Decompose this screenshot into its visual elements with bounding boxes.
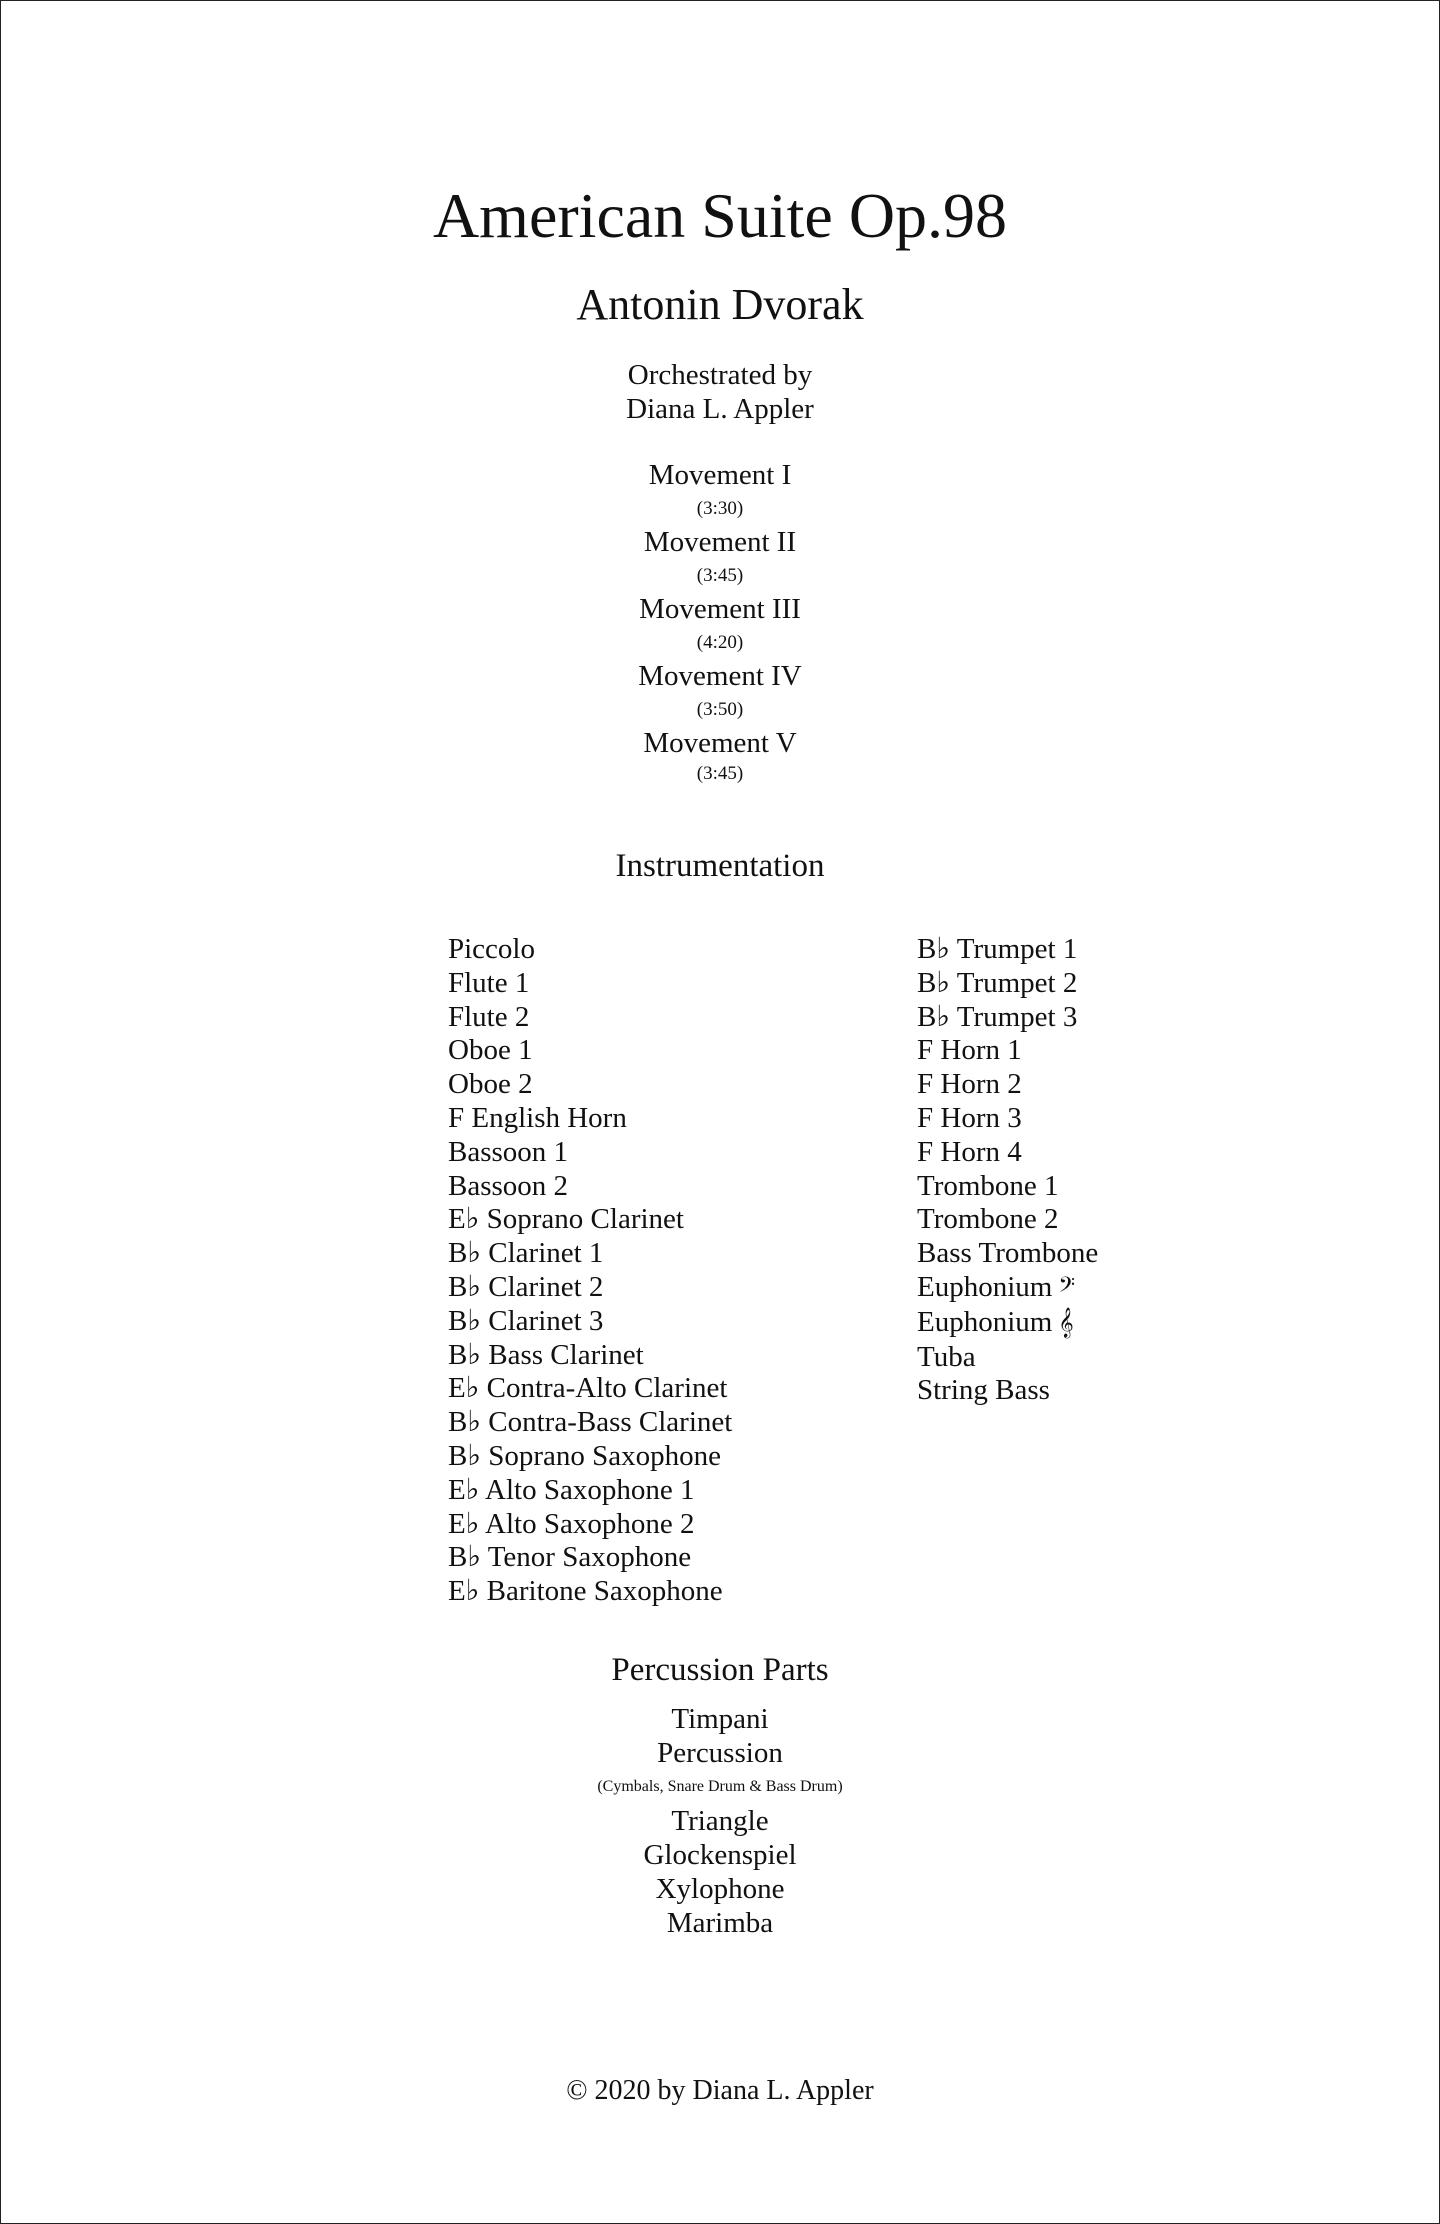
instrument-item: Trombone 1 [917,1169,1059,1202]
treble-clef-icon: 𝄞 [1058,1307,1074,1338]
score-title: American Suite Op.98 [432,180,1008,251]
instrument-label: Euphonium [917,1305,1053,1338]
orchestration-credit [0,358,1440,426]
instrumentation-heading: Instrumentation [615,848,825,884]
movement-duration: (3:30) [696,498,744,519]
copyright-notice: © 2020 by Diana L. Appler [566,2075,874,2106]
movement-name: Movement IV [638,660,802,692]
instrument-item: F English Horn [448,1101,627,1134]
instrument-item: Flute 2 [448,1000,530,1033]
percussion-heading: Percussion Parts [611,1652,829,1688]
movement-list [0,458,1440,788]
instrument-item: Tuba [917,1340,976,1373]
instrument-item: Piccolo [448,933,535,965]
instrument-item: Bassoon 1 [448,1135,569,1168]
instrument-item: B♭ Clarinet 3 [448,1304,604,1337]
instrument-item: E♭ Alto Saxophone 1 [448,1473,695,1506]
movement-name: Movement III [639,593,801,625]
instrument-item: B♭ Contra-Bass Clarinet [448,1406,733,1439]
instrument-item: F Horn 3 [917,1101,1022,1134]
instrument-item: String Bass [917,1374,1050,1407]
instrument-item: F Horn 1 [917,1034,1022,1067]
instrument-item: F Horn 4 [917,1135,1022,1168]
instrument-item: Oboe 1 [448,1034,533,1067]
instrument-item: B♭ Trumpet 2 [917,966,1078,999]
instrument-item: E♭ Contra-Alto Clarinet [448,1372,728,1405]
percussion-item: Marimba [666,1907,774,1939]
instrument-item: B♭ Clarinet 2 [448,1270,604,1303]
instrument-label: Euphonium [917,1270,1053,1303]
movement-name: Movement II [643,526,797,558]
movement-duration: (3:45) [696,763,744,784]
bass-clef-icon: 𝄢 [1058,1272,1076,1303]
instrument-item: Oboe 2 [448,1068,533,1101]
instrument-item: B♭ Trumpet 3 [917,1000,1078,1033]
percussion-list [0,1702,1440,1940]
movement-name: Movement I [648,459,792,491]
instrument-item-with-clef [917,1306,1098,1341]
instrument-item: B♭ Soprano Saxophone [448,1439,722,1472]
movement-name: Movement V [643,727,797,759]
instrument-item: F Horn 2 [917,1068,1022,1101]
instrument-item: B♭ Bass Clarinet [448,1338,644,1371]
movement-duration: (3:45) [696,565,744,586]
percussion-item: Percussion [657,1737,783,1769]
percussion-item: Xylophone [655,1873,785,1905]
instrument-item: B♭ Trumpet 1 [917,933,1078,965]
instrument-list-brass [917,933,1098,1408]
instrument-item: E♭ Alto Saxophone 2 [448,1507,695,1540]
instrument-list-woodwinds [448,933,732,1609]
percussion-item: Timpani [671,1703,769,1735]
movement-duration: (4:20) [696,632,744,653]
percussion-note: (Cymbals, Snare Drum & Bass Drum) [597,1778,843,1795]
composer-name: Antonin Dvorak [576,280,864,329]
instrument-item-with-clef [917,1271,1098,1306]
percussion-item: Glockenspiel [643,1839,797,1871]
instrument-item: Trombone 2 [917,1203,1059,1236]
orchestrated-by-label: Orchestrated by [627,359,813,391]
instrument-item: Bass Trombone [917,1237,1099,1270]
instrument-item: Bassoon 2 [448,1169,569,1202]
orchestrator-name: Diana L. Appler [626,393,814,425]
instrument-item: E♭ Soprano Clarinet [448,1203,684,1236]
instrument-item: B♭ Tenor Saxophone [448,1541,692,1574]
instrument-item: B♭ Clarinet 1 [448,1237,604,1270]
instrument-item: E♭ Baritone Saxophone [448,1575,723,1608]
instrument-item: Flute 1 [448,966,530,999]
percussion-item: Triangle [671,1805,769,1837]
movement-duration: (3:50) [696,699,744,720]
